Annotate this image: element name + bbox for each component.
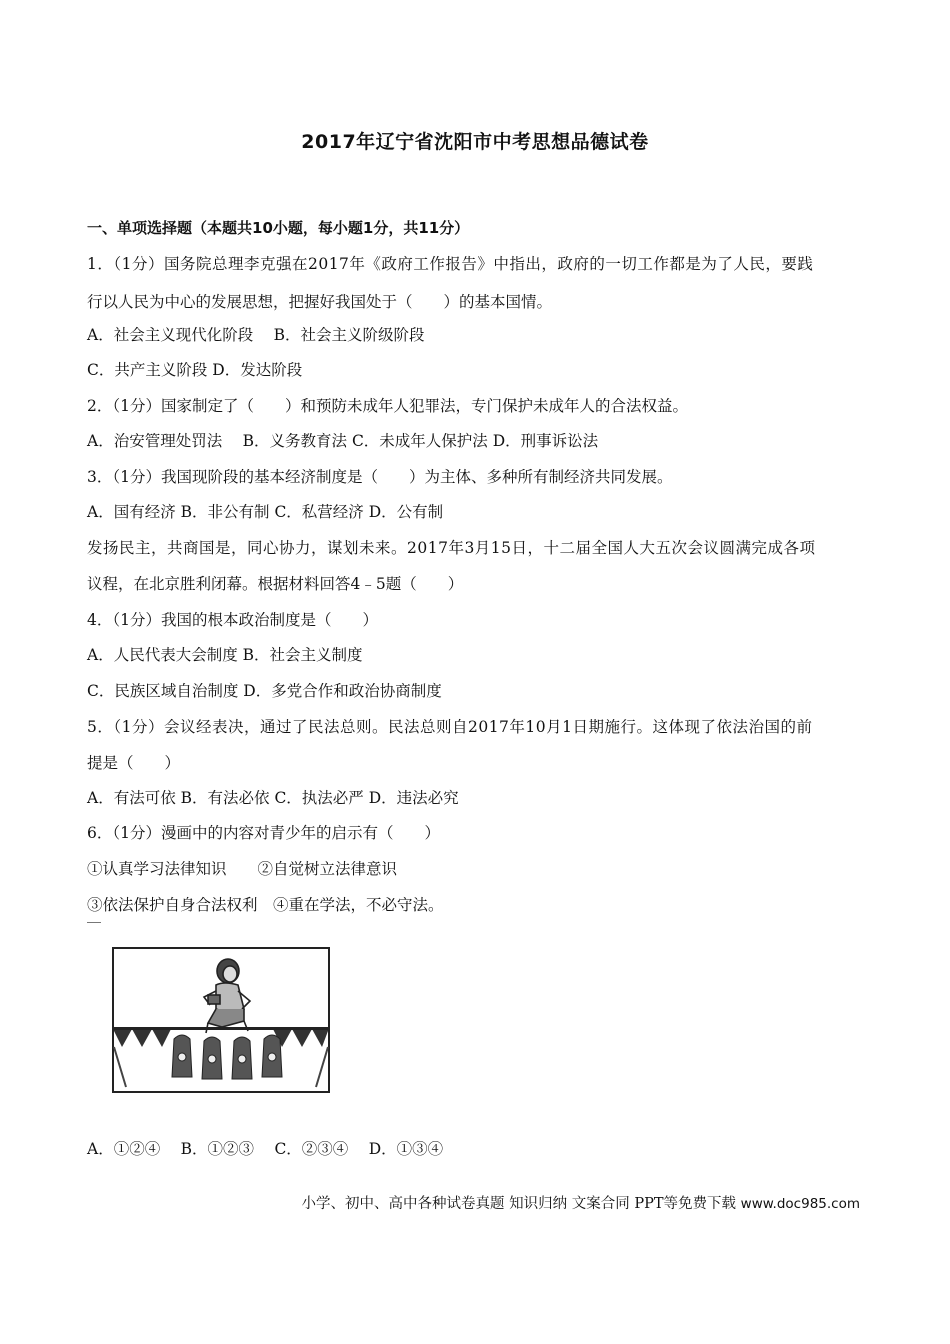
material-text-line-2: 议程，在北京胜利闭幕。根据材料回答4﹣5题（ ） bbox=[87, 575, 464, 593]
question-6-options: A．①②④ B．①②③ C．②③④ D．①③④ bbox=[87, 1140, 444, 1158]
question-1-options-cd: C．共产主义阶段 D．发达阶段 bbox=[87, 361, 303, 379]
question-5-line-2: 提是（ ） bbox=[87, 754, 181, 772]
question-4-text: 4．（1分）我国的根本政治制度是（ ） bbox=[87, 611, 378, 629]
footer-text: 小学、初中、高中各种试卷真题 知识归纳 文案合同 PPT等免费下载 bbox=[301, 1196, 741, 1212]
question-3-text: 3．（1分）我国现阶段的基本经济制度是（ ）为主体、多种所有制经济共同发展。 bbox=[87, 468, 673, 486]
question-6-text: 6．（1分）漫画中的内容对青少年的启示有（ ） bbox=[87, 824, 440, 842]
question-1-line-2: 行以人民为中心的发展思想，把握好我国处于（ ）的基本国情。 bbox=[87, 293, 553, 311]
question-1-line-1: 1．（1分）国务院总理李克强在2017年《政府工作报告》中指出，政府的一切工作都是为了人民，要践 bbox=[87, 255, 814, 273]
page-title: 2017年辽宁省沈阳市中考思想品德试卷 bbox=[301, 131, 649, 153]
question-4-options-ab: A．人民代表大会制度 B．社会主义制度 bbox=[87, 646, 363, 664]
question-3-options: A．国有经济 B．非公有制 C．私营经济 D．公有制 bbox=[87, 503, 444, 521]
question-6-statements-12: ①认真学习法律知识 ②自觉树立法律意识 bbox=[87, 860, 398, 878]
question-2-options: A．治安管理处罚法 B．义务教育法 C．未成年人保护法 D．刑事诉讼法 bbox=[87, 432, 599, 450]
page-footer bbox=[0, 1192, 860, 1213]
section-header: 一、单项选择题（本题共10小题，每小题1分，共11分） bbox=[87, 219, 470, 237]
material-text-line-1: 发扬民主，共商国是，同心协力，谋划未来。2017年3月15日，十二届全国人大五次会议圆满完成各项 bbox=[87, 539, 816, 557]
question-5-line-1: 5．（1分）会议经表决，通过了民法总则。民法总则自2017年10月1日期施行。这体现了依法治国的前 bbox=[87, 718, 813, 736]
cartoon-image bbox=[112, 947, 330, 1093]
footer-url[interactable]: www.doc985.com bbox=[740, 1196, 860, 1212]
question-2-text: 2．（1分）国家制定了（ ）和预防未成年人犯罪法，专门保护未成年人的合法权益。 bbox=[87, 397, 688, 415]
question-1-options-ab: A．社会主义现代化阶段 B．社会主义阶级阶段 bbox=[87, 326, 425, 344]
question-6-statements-34: ③依法保护自身合法权利 ④重在学法，不必守法。 bbox=[87, 896, 444, 914]
image-marker bbox=[87, 922, 101, 929]
question-4-options-cd: C．民族区域自治制度 D．多党合作和政治协商制度 bbox=[87, 682, 442, 700]
question-5-options: A．有法可依 B．有法必依 C．执法必严 D．违法必究 bbox=[87, 789, 459, 807]
